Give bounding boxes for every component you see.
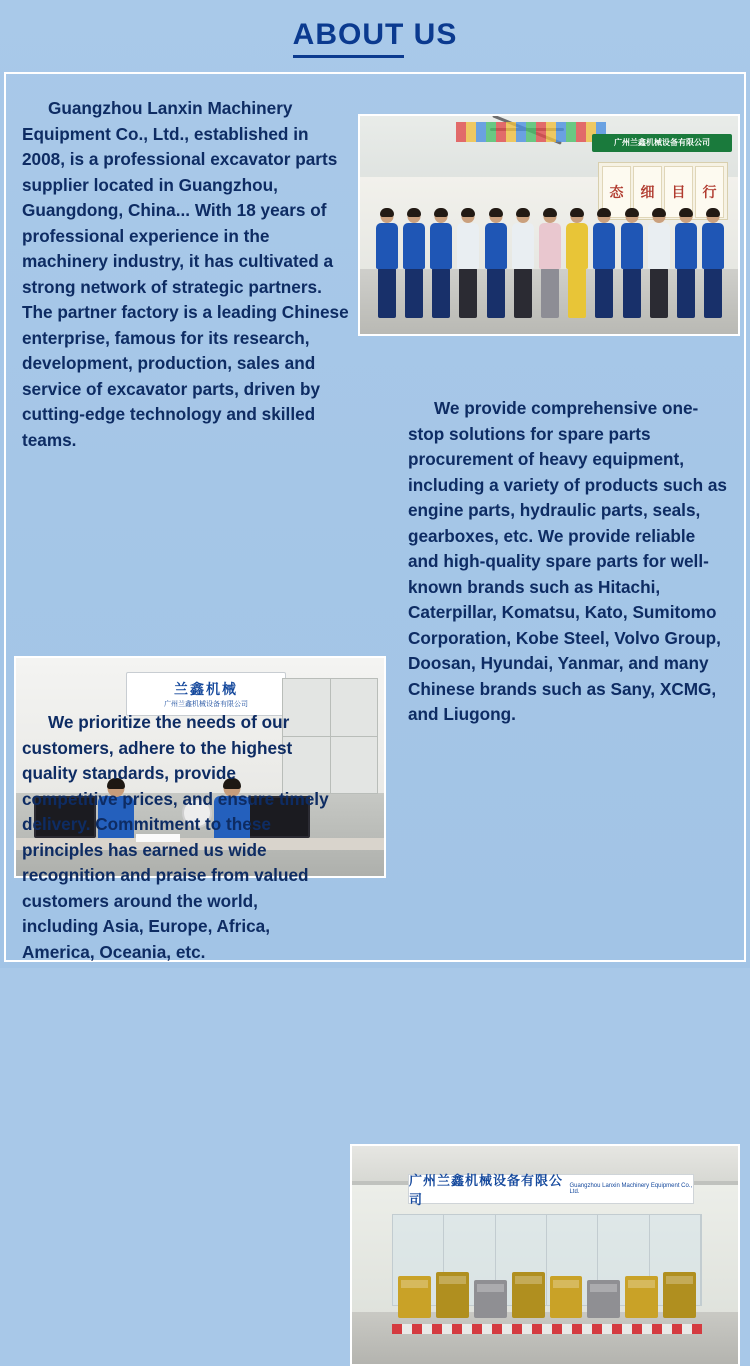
company-banner bbox=[592, 134, 732, 152]
content-panel bbox=[4, 72, 746, 1207]
warehouse-photo bbox=[350, 1144, 740, 1366]
engine-unit bbox=[474, 1280, 507, 1318]
page-title-rest: US bbox=[404, 18, 458, 51]
team-member bbox=[401, 210, 426, 322]
team-member bbox=[537, 210, 562, 322]
company-banner-text: 广州兰鑫机械设备有限公司 bbox=[614, 138, 710, 147]
page-title-underlined: ABOUT bbox=[293, 18, 405, 58]
office-sign-line-1: 兰鑫机械 bbox=[174, 681, 238, 697]
poster-char-3: 目 bbox=[664, 166, 693, 218]
poster-char-1: 态 bbox=[602, 166, 631, 218]
page-header bbox=[0, 0, 750, 72]
engine-unit bbox=[663, 1272, 696, 1318]
engine-unit bbox=[550, 1276, 583, 1318]
team-member bbox=[565, 210, 590, 322]
solutions-body: We provide comprehensive one-stop solutions for spare parts procurement of heavy equipment, including a variety of products such as engine parts, hydraulic parts, seals, gearboxes, etc. We provide reliable and high-quality spare parts for well-known brands such as Hitachi, Caterpillar, Komatsu, Kato, Sumitomo Corporation, Kobe Steel, Volvo Group, Doosan, Hyundai, Yanmar, and many Chinese brands such as Sany, XCMG, and Liugong. bbox=[408, 398, 727, 724]
office-sign-line-2: 广州兰鑫机械设备有限公司 bbox=[164, 701, 248, 708]
team-members bbox=[374, 192, 726, 322]
poster-char-2: 细 bbox=[633, 166, 662, 218]
safety-barrier bbox=[392, 1324, 702, 1334]
solutions-text bbox=[408, 396, 730, 728]
team-member bbox=[510, 210, 535, 322]
engine-display-row bbox=[398, 1266, 696, 1318]
poster-char-4: 行 bbox=[695, 166, 724, 218]
page-title bbox=[293, 18, 458, 54]
engine-unit bbox=[512, 1272, 545, 1318]
floor bbox=[352, 1312, 738, 1364]
warehouse-sign-line-1: 广州兰鑫机械设备有限公司 bbox=[409, 1173, 564, 1207]
engine-unit bbox=[398, 1276, 431, 1318]
team-member bbox=[374, 210, 399, 322]
team-member bbox=[483, 210, 508, 322]
company-intro-text bbox=[22, 96, 352, 453]
team-member bbox=[428, 210, 453, 322]
engine-unit bbox=[436, 1272, 469, 1318]
team-member bbox=[619, 210, 644, 322]
content-inner bbox=[6, 74, 744, 1207]
customer-commitment-text bbox=[22, 710, 334, 965]
decorative-flags bbox=[456, 122, 606, 142]
engine-unit bbox=[587, 1280, 620, 1318]
engine-unit bbox=[625, 1276, 658, 1318]
team-member bbox=[646, 210, 671, 322]
customer-commitment-body: We prioritize the needs of our customers, adhere to the highest quality standards, provide competitive prices, and ensure timely delivery. Commitment to these principles has earned us wide recognition and praise from valued customers around the world, including Asia, Europe, Africa, America, Oceania, etc. bbox=[22, 712, 329, 962]
team-member bbox=[592, 210, 617, 322]
team-member bbox=[674, 210, 699, 322]
company-intro-body: Guangzhou Lanxin Machinery Equipment Co., Ltd., established in 2008, is a professional excavator parts supplier located in Guangzhou, Guangdong, China... With 18 years of professional experience in the machinery industry, it has cultivated a strong network of strategic partners. The partner factory is a leading Chinese enterprise, famous for its research, development, production, sales and service of excavator parts, driven by cutting-edge technology and skilled teams. bbox=[22, 98, 349, 450]
team-photo bbox=[358, 114, 740, 336]
warehouse-sign bbox=[408, 1173, 694, 1207]
warehouse-sign-line-2: Guangzhou Lanxin Machinery Equipment Co., Ltd. bbox=[569, 1183, 693, 1195]
team-member bbox=[701, 210, 726, 322]
team-member bbox=[456, 210, 481, 322]
